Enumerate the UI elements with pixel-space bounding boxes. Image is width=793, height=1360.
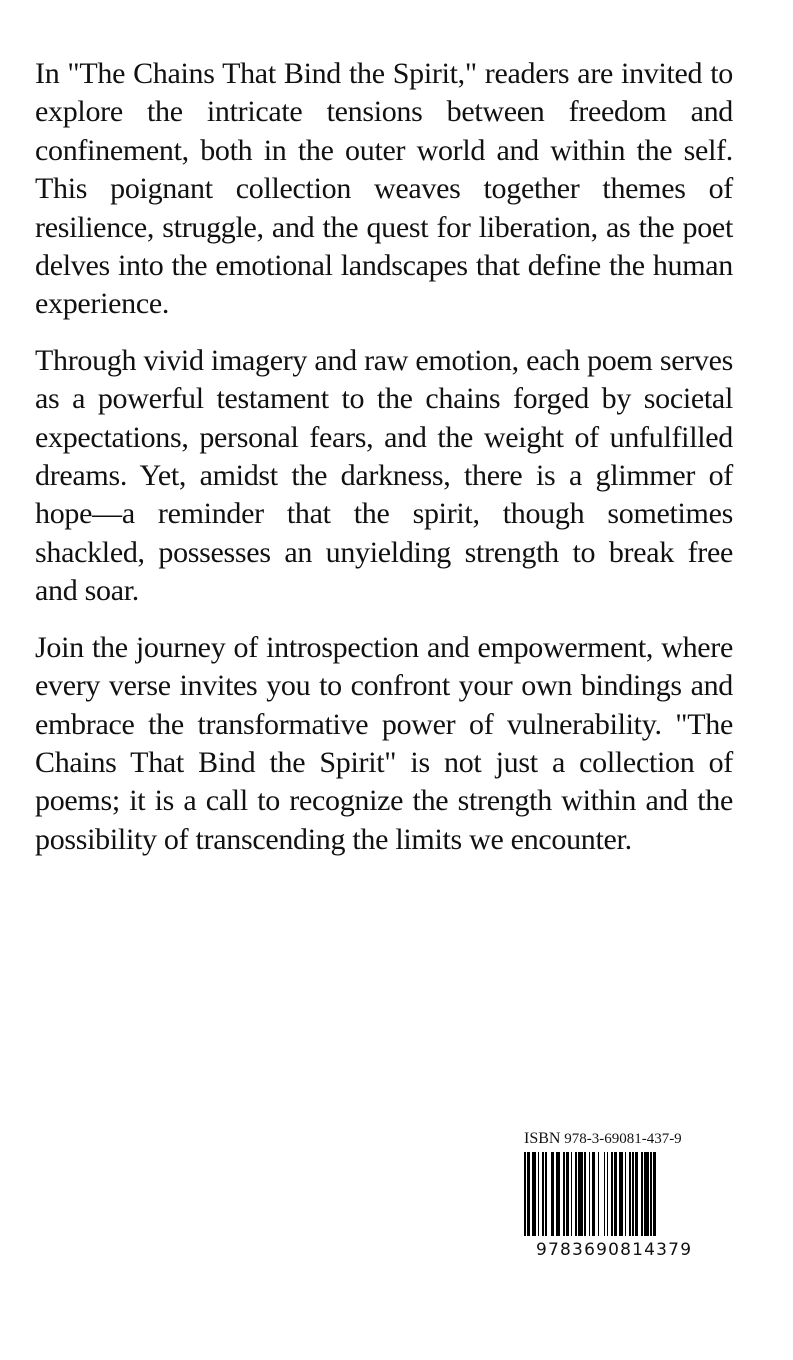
blurb-paragraph-2: Through vivid imagery and raw emotion, each poem serves as a powerful testament to the chains forged by societal expectations, personal fears, and the weight of unfulfilled dreams. Yet, amidst the darkness, there is a glimmer of hope—a reminder that the spirit, though sometimes shackled, possesses an unyielding strength to break free and soar. [35,343,733,608]
barcode-icon [524,1152,704,1236]
blurb-paragraph-3: Join the journey of introspection and empowerment, where every verse invites you to confront your own bindings and embrace the transformative power of vulnerability. "The Chains That Bind the Spirit" is not just a collection of poems; it is a call to recognize the strength within and the possibility of transcending the limits we encounter. [35,630,733,856]
isbn-prefix: ISBN [524,1130,561,1147]
isbn-label [524,1130,704,1148]
blurb-paragraph-1: In "The Chains That Bind the Spirit," readers are invited to explore the intricate tensions between freedom and confinement, both in the outer world and within the self. This poignant collection weaves together themes of resilience, struggle, and the quest for liberation, as the poet delves into the emotional landscapes that define the human experience. [35,57,733,321]
isbn-barcode-block [524,1130,704,1260]
barcode-digits: 9783690814379 [536,1240,693,1260]
back-cover-blurb [35,55,733,877]
isbn-number: 978-3-69081-437-9 [564,1131,682,1147]
